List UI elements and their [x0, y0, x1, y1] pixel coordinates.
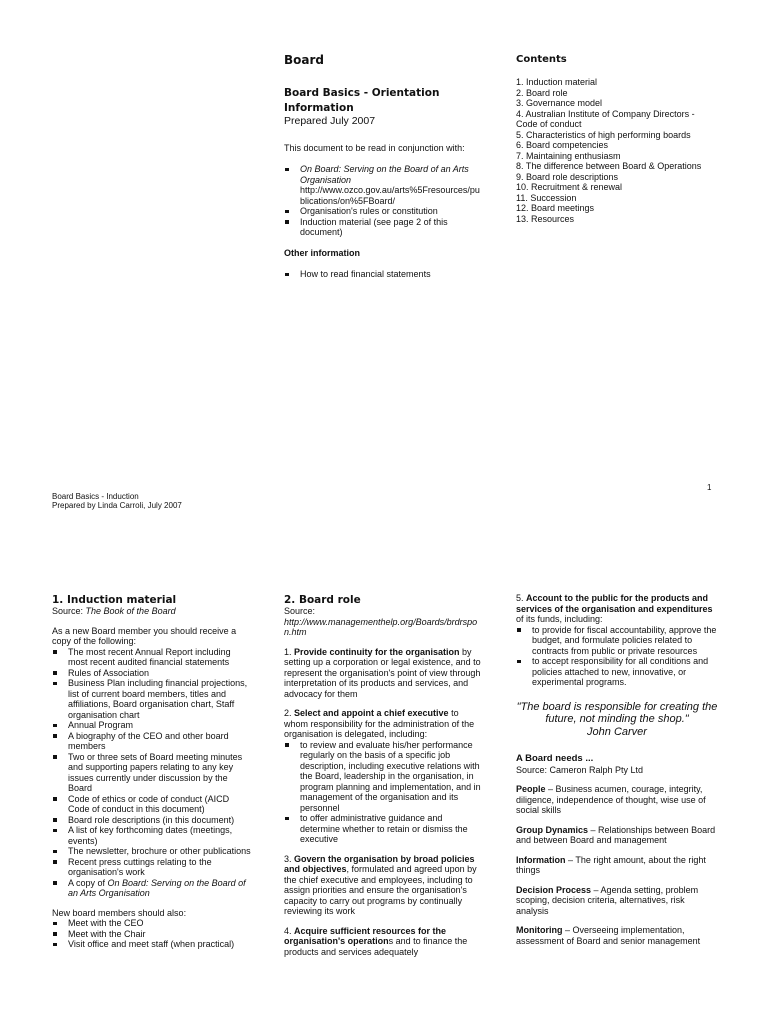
board-need-item: Group Dynamics – Relationships between Board and between Board and management: [516, 824, 716, 845]
role-subitem: to accept responsibility for all conditions and policies attached to new, innovative, or experimental programs.: [516, 656, 718, 688]
also-list: [52, 918, 252, 950]
role-subitem: to offer administrative guidance and determine whether to retain or dismiss the executive: [284, 813, 484, 845]
induction-item: Annual Program: [52, 720, 252, 731]
quote-author: John Carver: [587, 725, 647, 738]
induction-item: A list of key forthcoming dates (meetings, events): [52, 825, 252, 846]
reading-item-title: On Board: Serving on the Board of an Arts Organisation: [300, 164, 469, 185]
contents-item[interactable]: 7. Maintaining enthusiasm: [516, 150, 621, 161]
board-need-item: Information – The right amount, about the right things: [516, 854, 706, 875]
induction-item: A biography of the CEO and other board members: [52, 731, 252, 752]
contents-item[interactable]: 1. Induction material: [516, 77, 598, 87]
page-number: 1: [707, 483, 712, 492]
also-item: Visit office and meet staff (when practical): [52, 939, 252, 950]
other-info-list: [284, 269, 484, 280]
also-item: Meet with the Chair: [52, 929, 252, 940]
board-needs-heading: A Board needs ...: [516, 753, 594, 764]
also-item: Meet with the CEO: [52, 918, 252, 929]
contents-heading: Contents: [516, 54, 567, 65]
reading-item-on-board: [284, 164, 484, 206]
contents-item[interactable]: 9. Board role descriptions: [516, 171, 619, 182]
accountability-section: [516, 593, 718, 946]
contents-item[interactable]: 10. Recruitment & renewal: [516, 182, 623, 192]
reading-item: Organisation's rules or constitution: [284, 206, 484, 217]
section-source: Source: The Book of the Board: [52, 606, 176, 616]
intro-text: This document to be read in conjunction with:: [284, 143, 465, 153]
board-need-item: Monitoring – Overseeing implementation, assessment of Board and senior management: [516, 925, 701, 946]
induction-item: A copy of On Board: Serving on the Board of an Arts Organisation: [52, 878, 252, 899]
contents-item[interactable]: 2. Board role: [516, 87, 568, 98]
role-paragraph: 3. Govern the organisation by broad policies and objectives, formulated and agreed upon by the chief executive and employees, including to assign priorities and ensure the organisation's capacity to carry out programs by continually reviewing its work: [284, 853, 477, 916]
prepared-date: Prepared July 2007: [284, 115, 376, 127]
contents-item[interactable]: 6. Board competencies: [516, 140, 609, 150]
section-source-url[interactable]: http://www.managementhelp.org/Boards/brdrspon.htm: [284, 616, 478, 637]
induction-item: Board role descriptions (in this document): [52, 815, 252, 826]
role-sublist: [284, 740, 484, 845]
section-source-label: Source:: [284, 606, 316, 616]
role-subitem: to provide for fiscal accountability, approve the budget, and formulate policies related to contracts from public or private resources: [516, 625, 718, 657]
contents-item[interactable]: 11. Succession: [516, 192, 577, 203]
reading-item-url[interactable]: http://www.ozco.gov.au/arts%5Fresources/publications/on%5FBoard/: [300, 185, 480, 206]
role-paragraph: 2. Select and appoint a chief executive to whom responsibility for the administration of the organisation is delegated, including:: [284, 708, 475, 739]
induction-item: Business Plan including financial projections, list of current board members, titles and affiliations, Board organisation chart, Staff organisation chart: [52, 678, 252, 720]
role-paragraph: 4. Acquire sufficient resources for the organisation's operations and to finance the products and services adequately: [284, 925, 468, 957]
other-info-heading: Other information: [284, 248, 360, 258]
induction-item: Two or three sets of Board meeting minutes and supporting papers relating to any key issues currently under discussion by the Board: [52, 752, 252, 794]
section-heading: 1. Induction material: [52, 594, 177, 606]
board-need-item: People – Business acumen, courage, integrity, diligence, independence of thought, wise use of social skills: [516, 784, 706, 815]
contents-item[interactable]: 13. Resources: [516, 213, 575, 224]
induction-section: [52, 594, 252, 950]
contents-item[interactable]: 8. The difference between Board & Operations: [516, 161, 702, 171]
induction-list: [52, 647, 252, 899]
role-subitem: to review and evaluate his/her performance regularly on the basis of a specific job description, including executive relations with the Board, leadership in the organisation, in program planning and implementation, and in management of the organisation and its personnel: [284, 740, 484, 814]
induction-item: The most recent Annual Report including most recent audited financial statements: [52, 647, 252, 668]
section-intro: As a new Board member you should receive a copy of the following:: [52, 625, 237, 646]
contents-item[interactable]: 3. Governance model: [516, 98, 603, 108]
role-paragraph: 1. Provide continuity for the organisation by setting up a corporation or legal existence, and to represent the organisation's point of view through interpretation of its products and services, and advocacy for them: [284, 646, 481, 699]
footer-line: Prepared by Linda Carroli, July 2007: [52, 501, 182, 510]
induction-item: Code of ethics or code of conduct (AICD Code of conduct in this document): [52, 794, 252, 815]
footer-line: Board Basics - Induction: [52, 492, 139, 501]
role-paragraph: 5. Account to the public for the products and services of the organisation and expenditures of its funds, including:: [516, 593, 713, 624]
page-title: Board: [284, 53, 324, 67]
induction-item: The newsletter, brochure or other publications: [52, 846, 252, 857]
contents-item[interactable]: 5. Characteristics of high performing boards: [516, 129, 691, 140]
contents-item[interactable]: 4. Australian Institute of Company Directors - Code of conduct: [516, 108, 695, 129]
contents-item[interactable]: 12. Board meetings: [516, 203, 595, 213]
induction-item: Recent press cuttings relating to the organisation's work: [52, 857, 252, 878]
reading-item: Induction material (see page 2 of this document): [284, 217, 484, 238]
board-needs-source: Source: Cameron Ralph Pty Ltd: [516, 764, 644, 775]
carver-quote: "The board is responsible for creating the future, not minding the shop." John Carver: [516, 700, 718, 738]
role-sublist: [516, 625, 718, 688]
board-role-section: [284, 594, 484, 957]
board-need-item: Decision Process – Agenda setting, problem scoping, decision criteria, alternatives, risk analysis: [516, 884, 699, 916]
section-heading: 2. Board role: [284, 594, 361, 606]
also-heading: New board members should also:: [52, 907, 187, 918]
contents-list: [516, 77, 711, 224]
other-info-item: How to read financial statements: [284, 269, 484, 280]
induction-item: Rules of Association: [52, 668, 252, 679]
reading-list: [284, 164, 484, 238]
document-subtitle: Board Basics - Orientation Information: [284, 87, 440, 114]
